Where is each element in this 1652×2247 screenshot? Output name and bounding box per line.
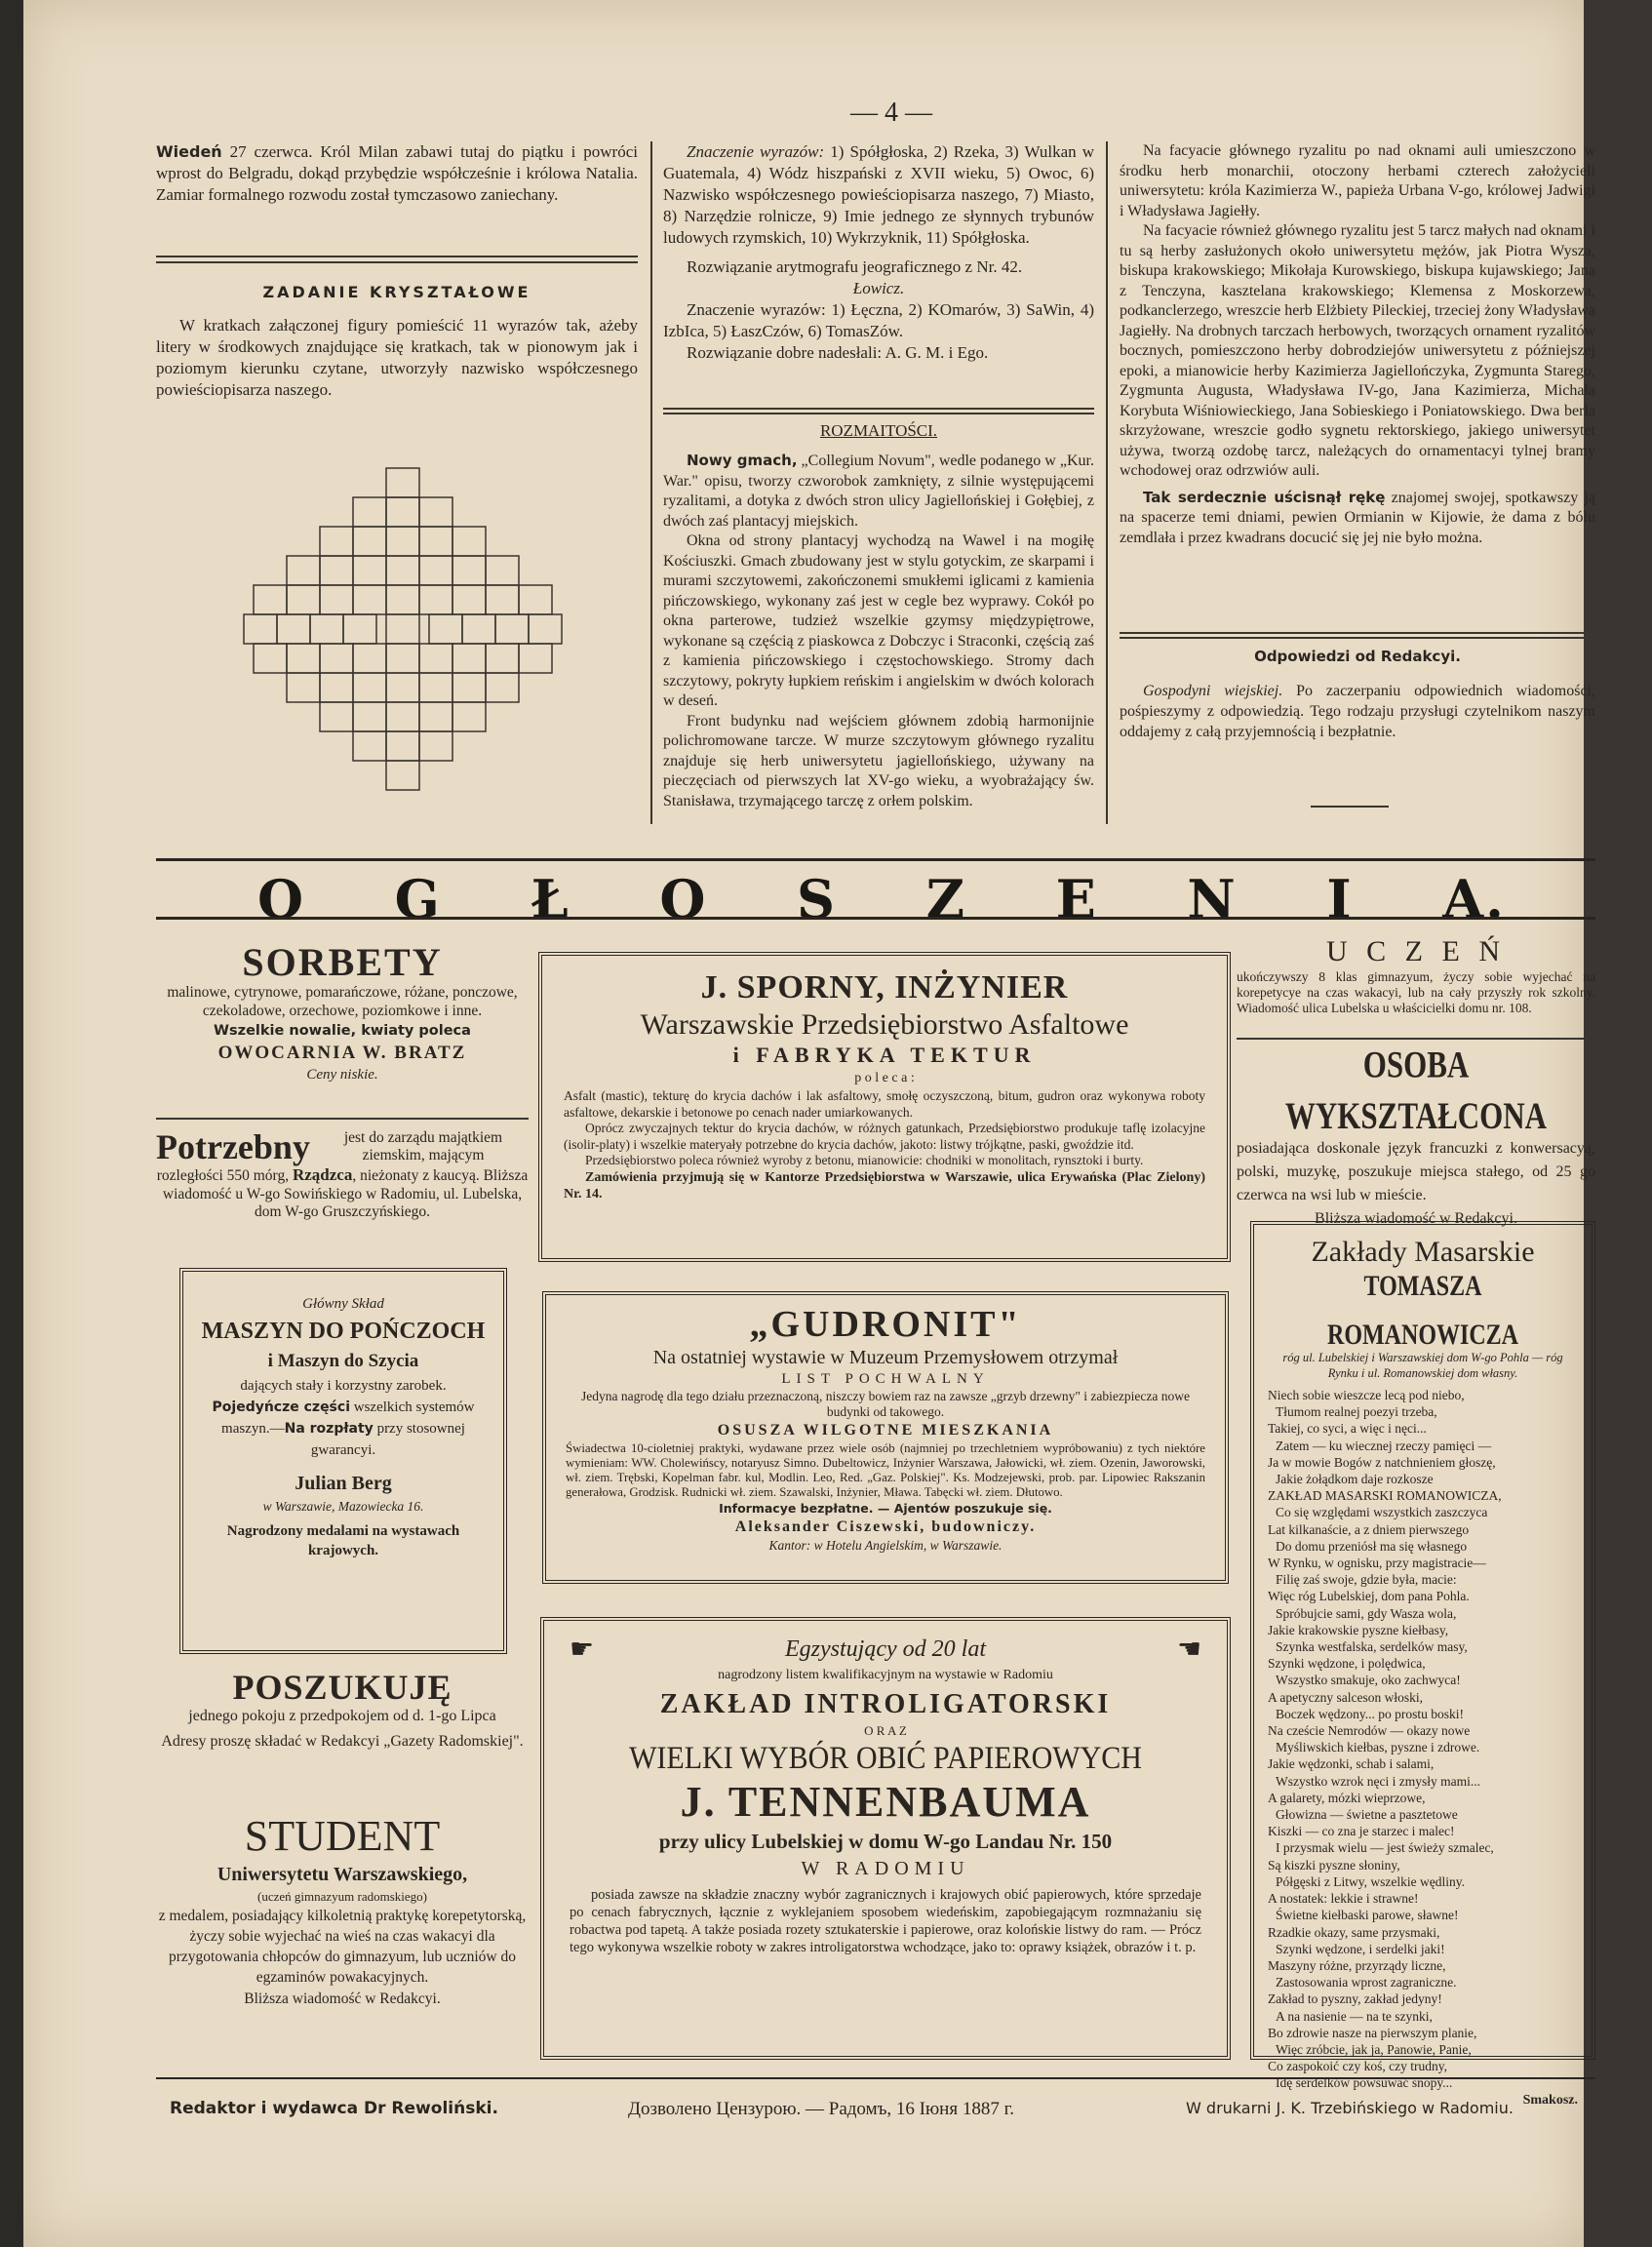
rozwiazanie-author: Łowicz.: [852, 279, 905, 297]
poem-line: Zastosowania wprost zagraniczne.: [1276, 1975, 1457, 1991]
poem-line: A galarety, mózki wieprzowe,: [1268, 1790, 1426, 1805]
poem-line: Co zaspokoić czy koś, czy trudny,: [1268, 2059, 1447, 2074]
poem-line: Szynki wędzone, i serdelki jaki!: [1276, 1941, 1445, 1956]
sporny-text2: Oprócz zwyczajnych tektur do krycia dachów, w różnych gatunkach, Przedsiębiorstwo produkuje taflę izolacyjne (isolir-platy) i wszelkie materyały potrzebne do krycia dachów, jakoto: listwy trójkątne, paski, gwoździe itd.: [564, 1121, 1205, 1152]
student-note: (uczeń gimnazyum radomskiego): [257, 1889, 427, 1904]
maszyny-title: MASZYN DO POŃCZOCH: [201, 1319, 486, 1344]
ad-masarskie: [1250, 1221, 1595, 2108]
poem-line: Boczek wędzony... po prostu boski!: [1276, 1706, 1464, 1721]
divider: [663, 408, 1094, 410]
maszyny-text2: Pojedyńcze części wszelkich systemów maszyn.—Na rozpłaty przy stosownej gwarancyi.: [212, 1399, 475, 1458]
divider: [1120, 637, 1595, 639]
odpowiedzi-title: Odpowiedzi od Redakcyi.: [1254, 648, 1461, 665]
poem-line: Kiszki — co zna je starzec i malec!: [1268, 1824, 1455, 1839]
gudronit-text1: Jedyna nagrodę dla tego działu przeznaczoną, niszczy bowiem raz na zawsze „grzyb drzewny" i zabiezpiecza nowe budynki od takowego.: [581, 1389, 1190, 1419]
masarskie-addr: róg ul. Lubelskiej i Warszawskiej dom W-go Pohla — róg Rynku i ul. Romanowskiej dom własny.: [1282, 1351, 1563, 1380]
poem-line: Wszystko smakuje, oko zachwyca!: [1276, 1673, 1461, 1688]
column-2: [663, 141, 1094, 364]
sorbety-title: SORBETY: [242, 940, 443, 984]
poem-line: I przysmak wielu — jest świeży szmalec,: [1276, 1840, 1494, 1856]
poem-line: A na nasienie — na te szynki,: [1276, 2008, 1433, 2024]
masarskie-title: Zakłady Masarskie: [1311, 1236, 1535, 1268]
crossword-figure: [242, 466, 573, 800]
sporny-text4: Zamówienia przyjmują się w Kantorze Przedsiębiorstwa w Warszawie, ulica Erywańska (Plac Zielony) Nr. 14.: [564, 1169, 1205, 1202]
poem-line: Świetne kiełbaski parowe, sławne!: [1276, 1908, 1459, 1923]
maszyny-title2: i Maszyn do Szycia: [267, 1351, 419, 1371]
introlig-nagr: nagrodzony listem kwalifikacyjnym na wystawie w Radomiu: [718, 1668, 1053, 1682]
sorbety-line2: Wszelkie nowalie, kwiaty poleca: [214, 1023, 471, 1039]
banner-rule-top: [156, 858, 1595, 861]
gudronit-kantor: Kantor: w Hotelu Angielskim, w Warszawie.: [768, 1538, 1003, 1553]
masarskie-sign: Smakosz.: [1522, 2092, 1578, 2108]
footer-left: Redaktor i wydawca Dr Rewoliński.: [170, 2099, 498, 2118]
introlig-city: W RADOMIU: [801, 1858, 970, 1879]
masarskie-poem: [1268, 1387, 1578, 2092]
banner-letter: Z: [925, 868, 967, 930]
zadanie-section: [156, 283, 638, 401]
serdeczny-paragraph: Tak serdecznie uścisnął rękę znajomej swojej, spotkawszy ją na spacerze temi dniami, pewien Ormianin w Kijowie, że dama z bólu zemdlała i przez kwadrans docucić się jej nie było można.: [1120, 488, 1595, 546]
znaczenie-text: Znaczenie wyrazów: 1) Spółgłoska, 2) Rzeka, 3) Wulkan w Guatemala, 4) Wódz hiszpański z XVII wieku, 5) Owoc, 6) Nazwisko współczesnego powieściopisarza naszego, 7) Miasto, 8) Narzędzie rolnicze, 9) Imie jednego ze słynnych trybunów ludowych rzymskich, 10) Wykrzyknik, 11) Spółgłoska.: [663, 142, 1095, 247]
rozwiazanie-text: Znaczenie wyrazów: 1) Łęczna, 2) KOmarów, 3) SaWin, 4) IzbIca, 5) ŁaszCzów, 6) TomasZów.: [663, 300, 1094, 340]
sorbety-note: Ceny niskie.: [306, 1067, 378, 1083]
maszyny-addr: w Warszawie, Mazowiecka 16.: [262, 1499, 424, 1514]
student-text: z medalem, posiadający kilkoletnią praktykę korepetytorską, życzy sobie wyjechać na wieś na czas wakacyi dla przygotowania chłopców do gimnazyum, lub uczniów do egzaminów powakacyjnych.: [158, 1908, 527, 1986]
rozmaitosci-title: ROZMAITOŚCI.: [819, 421, 938, 440]
pointing-hand-icon: ☛: [1176, 1633, 1201, 1665]
poem-line: Spróbujcie sami, gdy Wasza wola,: [1276, 1605, 1457, 1621]
poem-line: Rzadkie okazy, same przysmaki,: [1268, 1924, 1440, 1940]
ornament-divider: [1311, 806, 1389, 808]
banner-letter: N: [1187, 868, 1238, 930]
ad-student: [156, 1812, 529, 2011]
facyata-paragraph-1: Na facyacie głównego ryzalitu po nad oknami auli umieszczono w środku herb monarchii, otoczony herbami czterech założycieli uniwersytetu: króla Kazimierza W., papieża Urbana V-go, królowej Jadwigi i Władysława Jagiełły.: [1120, 142, 1595, 219]
gudronit-title: „GUDRONIT": [749, 1304, 1022, 1345]
poem-line: Jakie krakowskie pyszne kiełbasy,: [1268, 1622, 1449, 1637]
footer-mid: Дозволено Цензурою. — Радомъ, 16 Іюня 1887 г.: [628, 2099, 1014, 2119]
sorbety-name: OWOCARNIA W. BRATZ: [217, 1043, 467, 1063]
banner-letter: A.: [1442, 868, 1506, 930]
poszukuje-text2: Adresy proszę składać w Redakcyi „Gazety Radomskiej".: [161, 1733, 524, 1750]
gmach-paragraph-2: Okna od strony plantacyj wychodzą na Wawel i na mogiłę Kościuszki. Gmach zbudowany jest w stylu gotyckim, ze skarpami i murami szczytowemi, zakończonemi smukłemi iglicami z kamienia pińczowskiego, wykonany zaś jest w cegle bez wyprawy. Cokół po okna parterowe, tudzież wszelkie gzymsy międzypiętrowe, wykonane są częścią z piaskowca z Dobczyc i Straconki, częścią zaś z kamienia pińczowskiego i częstochowskiego. Stromy dach szczytowy, pokryty łupkiem reńskim i angielskim w dwóch kolorach w deseń.: [663, 532, 1094, 709]
potrzebny-side: jest do zarządu majątkiem ziemskim, mającym: [343, 1129, 503, 1163]
sporny-sub: Warszawskie Przedsiębiorstwo Asfaltowe: [640, 1008, 1129, 1041]
banner-letter: E: [1055, 868, 1098, 930]
poem-line: A apetyczny salceson włoski,: [1268, 1689, 1423, 1705]
ad-potrzebny: [156, 1127, 529, 1222]
sporny-text1: Asfalt (mastic), tekturę do krycia dachów i lak asfaltowy, smołę oczyszczoną, bitum, gudron oraz wykonywa roboty asfaltowe, dekarskie i betonowe po cenach nader umiarkowanych.: [564, 1088, 1205, 1120]
maszyny-line1: Główny Skład: [302, 1296, 384, 1312]
maszyny-foot: Nagrodzony medalami na wystawach krajowych.: [226, 1523, 460, 1558]
poem-line: Lat kilkanaście, a z dniem pierwszego: [1268, 1521, 1470, 1537]
potrzebny-text: rozległości 550 mórg, Rządzca, nieżonaty z kaucyą. Bliższa wiadomość u W-go Sowińskiego w Radomiu, ul. Lubelska, dom W-go Gruszczyńskiego.: [156, 1165, 529, 1220]
poem-line: Zatem — ku wiecznej rzeczy pamięci —: [1276, 1438, 1492, 1453]
column-rule: [650, 141, 652, 824]
odpowiedzi-section: [1120, 648, 1595, 742]
crossword-grid: [242, 466, 573, 800]
banner-letter: S: [797, 868, 837, 930]
potrzebny-title: Potrzebny: [156, 1127, 310, 1166]
uczen-text: ukończywszy 8 klas gimnazyum, życzy sobie wyjechać na korepetycye na czas wakacyi, lub na cały przyszły rok szkolny. Wiadomość ulica Lubelska u właścicielki domu nr. 108.: [1237, 969, 1595, 1015]
poszukuje-title: POSZUKUJĘ: [232, 1668, 452, 1707]
ad-uczen: [1237, 934, 1595, 1016]
gmach-paragraph-1: Nowy gmach, „Collegium Novum", wedle podanego w „Kur. War." opisu, tworzy czworobok zamknięty, z silnie występującemi ryzalitami, a dotyka z dwóch stron ulicy Jagiellońskiej i Gołębiej, z dwóch zaś plantacyj miejskich.: [663, 452, 1094, 530]
poem-line: Co się względami wszystkich zaszczyca: [1276, 1505, 1488, 1520]
poem-line: W Rynku, w ognisku, przy magistracie—: [1268, 1556, 1486, 1571]
poem-line: Więc zróbcie, jak ja, Panowie, Panie,: [1276, 2041, 1472, 2057]
sporny-sub2: i FABRYKA TEKTUR: [732, 1043, 1037, 1067]
gudronit-mieszk: OSUSZA WILGOTNE MIESZKANIA: [717, 1422, 1054, 1439]
poem-line: Zakład to pyszny, zakład jedyny!: [1268, 1991, 1442, 2007]
poem-line: Jakie wędzonki, schab i salami,: [1268, 1756, 1435, 1772]
banner-letter: G: [394, 868, 442, 930]
introlig-text: posiada zawsze na składzie znaczny wybór zagranicznych i krajowych obić papierowych, które sprzedaje po cenach fabrycznych, łącznie z wyklejaniem sposobem wiedeńskim, zapobiegającym rozmnażaniu się robactwa pod tapetą. A także posiada rozety sztukaterskie i papierowe, oraz kolońskie listwy do ram. — Prócz tego wykonywa wszelkie roboty w zakres introligatorstwa wchodzące, jako to: oprawy książek, obrazów i t. p.: [570, 1887, 1201, 1955]
introlig-wybor: WIELKI WYBÓR OBIĆ PAPIEROWYCH: [629, 1740, 1142, 1776]
banner-letter: I: [1326, 868, 1354, 930]
poem-line: Takiej, co syci, a więc i nęci...: [1268, 1421, 1427, 1437]
pointing-hand-icon: ☛: [570, 1633, 595, 1665]
column-3: [1120, 141, 1595, 548]
poem-line: Szynka westfalska, serdelków masy,: [1276, 1639, 1468, 1655]
poem-line: Filię zaś swoje, gdzie była, macie:: [1276, 1572, 1457, 1588]
osoba-text: posiadająca doskonale język francuzki z konwersacyą, polski, muzykę, poszukuje miejsca stałego, od 25 go czerwca na wsi lub w mieście.: [1237, 1140, 1595, 1203]
maszyny-text1: dających stały i korzystny zarobek.: [240, 1378, 447, 1394]
poem-line: Maszyny różne, przyrządy liczne,: [1268, 1957, 1446, 1973]
banner-rule-bottom: [156, 917, 1595, 920]
poem-line: Są kiszki pyszne słoniny,: [1268, 1857, 1400, 1872]
gudronit-name: Aleksander Ciszewski, budowniczy.: [734, 1518, 1037, 1535]
poem-line: ZAKŁAD MASARSKI ROMANOWICZA,: [1268, 1488, 1502, 1504]
poszukuje-text: jednego pokoju z przedpokojem od d. 1-go Lipca: [188, 1708, 496, 1724]
uczen-title: U C Z E Ń: [1326, 935, 1506, 967]
column-1: [156, 141, 638, 206]
gudronit-sub: Na ostatniej wystawie w Muzeum Przemysłowem otrzymał: [652, 1347, 1119, 1368]
zadanie-title: ZADANIE KRYSZTAŁOWE: [262, 283, 531, 301]
gmach-paragraph-3: Front budynku nad wejściem głównem zdobią harmonijnie polichromowane tarcze. W murze szczytowym głównego ryzalitu znajduje się herb uniwersytetu jagiellońskiego, używany na pieczęciach od pierwszych lat XV-go wieku, a wyobrażający św. Stanisława, trzymającego tarczę z orłem polskim.: [663, 712, 1094, 809]
footer-right: W drukarni J. K. Trzebińskiego w Radomiu.: [1186, 2099, 1514, 2117]
ad-introligatorski: [540, 1617, 1231, 2060]
sporny-text3: Przedsiębiorstwo poleca również wyroby z betonu, mianowicie: chodniki w monolitach, rynsztoki i burty.: [585, 1153, 1144, 1167]
wieden-news: Wiedeń 27 czerwca. Król Milan zabawi tutaj do piątku i powróci wprost do Belgradu, dokąd przybędzie współcześnie i królowa Natalia. Zamiar formalnego rozwodu został tymczasowo zaniechany.: [156, 142, 638, 204]
maszyny-name: Julian Berg: [295, 1473, 392, 1494]
poem-line: A nostatek: lekkie i strawne!: [1268, 1891, 1419, 1907]
introlig-addr: przy ulicy Lubelskiej w domu W-go Landau Nr. 150: [658, 1830, 1113, 1853]
poem-line: Myśliwskich kiełbas, pyszne i zdrowe.: [1276, 1740, 1480, 1755]
poem-line: Na czeście Nemrodów — okazy nowe: [1268, 1723, 1471, 1739]
odpowiedzi-text: Gospodyni wiejskiej. Po zaczerpaniu odpowiednich wiadomości, pośpieszymy z odpowiedzią. Tego rodzaju przysługi czytelnikom naszym oddajemy z całą przyjemnością i bezpłatnie.: [1120, 683, 1596, 740]
divider: [663, 413, 1094, 414]
masarskie-name: TOMASZA ROMANOWICZA: [1327, 1270, 1518, 1352]
ad-osoba: [1237, 1045, 1595, 1231]
student-title: STUDENT: [244, 1812, 441, 1860]
osoba-title: OSOBA WYKSZTAŁCONA: [1284, 1043, 1548, 1137]
facyata-paragraph-2: Na facyacie również głównego ryzalitu jest 5 tarcz małych nad oknami i tu są herby zasłużonych około uniwersytetu mężów, jak Piotra Wysza, biskupa krakowskiego; Mikołaja Kurowskiego, biskupa kujawskiego; Jana z Tenczyna, kasztelana krakowskiego; Klemensa z Moskorzewa, podkanclerzego, wreszcie herb Elżbiety Pileckiej, trzeciej żony Władysława Jagiełły. Na drobnych tarczach herbowych, tworzących ornament ryzalitów bocznych, pomieszczono herby dobrodziejów uniwersytetu z późniejszej epoki, a mianowicie herby Kazimierza Jagiellończyka, Zygmunta Starego, Zygmunta Augusta, Władysława IV-go, Jana Kazimierza, Michała Korybuta Wiśniowieckiego, Jana Sobieskiego i Poniatowskiego. Dwa berła skrzyżowane, wreszcie godło sygnetu rektorskiego, jakiego uniwersytet używa, tworzą ozdobę tarcz, należących do ornamentacyi tylnej bramy wchodowej oraz odrzwiów auli.: [1120, 222, 1595, 479]
ad-sorbety: [156, 942, 529, 1084]
poem-line: Niech sobie wieszcze lecą pod niebo,: [1268, 1388, 1465, 1402]
banner-letter: Ł: [531, 868, 570, 930]
poem-line: Wszystko wzrok nęci i zmysły mami...: [1276, 1773, 1480, 1789]
introlig-oraz: O R A Z: [864, 1723, 907, 1738]
introlig-name: J. TENNENBAUMA: [680, 1778, 1091, 1826]
ad-sporny: [538, 952, 1231, 1262]
introlig-since: Egzystujący od 20 lat: [785, 1636, 986, 1662]
poem-line: Głowizna — świetne a pasztetowe: [1276, 1807, 1458, 1823]
footer-rule: [156, 2077, 1595, 2079]
student-foot: Bliższa wiadomość w Redakcyi.: [244, 1991, 441, 2007]
gudronit-sub2: LIST POCHWALNY: [781, 1371, 990, 1387]
poem-line: Jakie żołądkom daje rozkosze: [1276, 1472, 1434, 1487]
poem-line: Bo zdrowie nasze na pierwszym planie,: [1268, 2025, 1477, 2040]
ad-poszukuje: [156, 1668, 529, 1752]
divider: [156, 256, 638, 257]
introlig-title: ZAKŁAD INTROLIGATORSKI: [659, 1689, 1112, 1719]
newspaper-page: [23, 0, 1596, 2247]
osoba-foot: Bliższa wiadomość w Redakcyi.: [1315, 1210, 1517, 1227]
divider: [156, 261, 638, 263]
poem-line: Szynki wędzone, i polędwica,: [1268, 1656, 1426, 1672]
divider: [156, 1118, 529, 1120]
poem-line: Tłumom realnej poezyi trzeba,: [1276, 1404, 1437, 1420]
poem-line: Do domu przeniósł ma się własnego: [1276, 1538, 1468, 1554]
poem-line: Ja w mowie Bogów z natchnieniem głoszę,: [1268, 1454, 1496, 1470]
gudronit-info: Informacye bezpłatne. — Ajentów poszukuje się.: [719, 1501, 1052, 1516]
poem-line: Idę serdelków powsuwać snopy...: [1276, 2075, 1453, 2091]
sporny-poleca: p o l e c a :: [854, 1071, 915, 1085]
sorbety-text: malinowe, cytrynowe, pomarańczowe, różane, ponczowe, czekoladowe, orzechowe, poziomkowe i inne.: [167, 984, 518, 1019]
student-sub: Uniwersytetu Warszawskiego,: [216, 1864, 468, 1885]
zadanie-text: W kratkach załączonej figury pomieścić 11 wyrazów tak, ażeby litery w środkowych znajdujące się kratkach, tak w pionowym jak i poziomym kierunku czytane, utworzyły nazwisko współczesnego powieściopisarza naszego.: [156, 316, 638, 399]
ad-gudronit: [542, 1291, 1229, 1584]
gudronit-text2: Świadectwa 10-cioletniej praktyki, wydawane przez wiele osób (najmniej po trzechletniem wypróbowaniu) z tych niektóre wymieniam: WW. Cholewińscy, notaryusz Simno. Dubeltowicz, Inżynier Warszawa, Jałowicki, wł. ziem. Ozenin, Jaworowski, wł. ziem. Trębski, Kopelman fabr. kul, Modlin. Leo, Red. „Gaz. Polskiej". Ks. Modzejewski, prob. par. Lipowiec Rakszanin generałowa, Grodzisk. Rudnicki wł. ziem. Szawalski, Inżynier, Mława. Tabęcki wł. ziem. Dłutowo.: [566, 1441, 1205, 1499]
poem-line: Półgęski z Litwy, wszelkie wędliny.: [1276, 1873, 1465, 1889]
rozmaitosci-section: [663, 421, 1094, 811]
divider: [1120, 632, 1595, 634]
column-rule: [1106, 141, 1108, 824]
banner-letter: O: [659, 868, 708, 930]
ad-maszyny: [179, 1268, 507, 1654]
poem-line: Więc róg Lubelskiej, dom pana Pohla.: [1268, 1589, 1470, 1604]
sporny-title: J. SPORNY, INŻYNIER: [700, 969, 1069, 1005]
rozwiazanie-title: Rozwiązanie arytmografu jeograficznego z Nr. 42.: [687, 257, 1023, 276]
rozwiazanie-solvers: Rozwiązanie dobre nadesłali: A. G. M. i Ego.: [687, 343, 989, 362]
banner-letter: O: [257, 868, 306, 930]
page-number: — 4 —: [850, 98, 932, 128]
